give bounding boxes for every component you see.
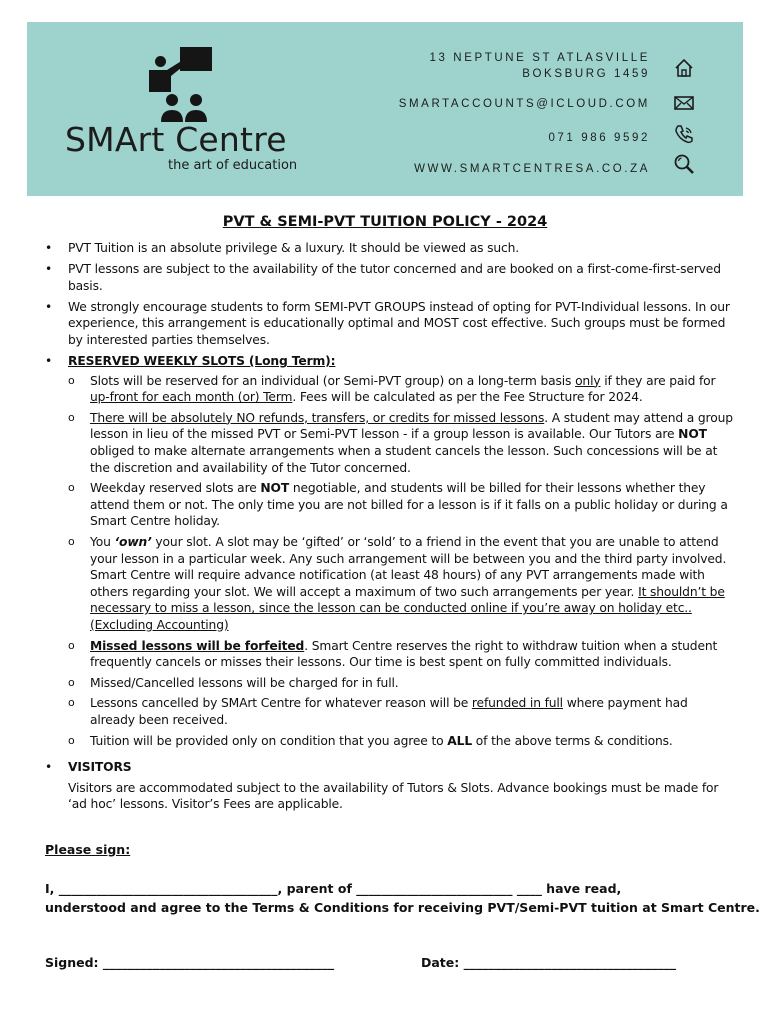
sub-list-item: o Missed lessons will be forfeited. Smart Centre reserves the right to withdraw tuition when a student frequently cancels or misses their lessons. Our time is best spent on fully committed individuals. [68,638,718,670]
date-line: Date: __________________________________ [421,955,677,970]
circle-bullet-icon: o [68,481,75,495]
consent-line-2: understood and agree to the Terms & Conditions for receiving PVT/Semi-PVT tuition at Smart Centre. [45,900,760,915]
list-item: • We strongly encourage students to form SEMI-PVT GROUPS instead of opting for PVT-Individual lessons. In our experience, this arrangement is educationally optimal and MOST cost effective. Such groups must be formed by interested parties themselves. [45,299,730,347]
phone-icon [673,123,695,145]
list-item-visitors [45,759,735,813]
address-line-2: BOKSBURG 1459 [522,68,650,80]
page-title: PVT & SEMI-PVT TUITION POLICY - 2024 [222,214,548,230]
policy-body [45,240,735,817]
letterhead [27,22,743,196]
website-text: WWW.SMARTCENTRESA.CO.ZA [414,163,650,175]
bullet-icon: • [45,354,53,369]
home-icon [673,57,695,79]
circle-bullet-icon: o [68,535,75,548]
logo-tagline: the art of education [168,158,298,173]
circle-bullet-icon: o [68,675,75,689]
circle-bullet-icon: o [68,696,75,710]
bullet-icon: • [45,760,53,775]
mail-icon [673,92,695,114]
circle-bullet-icon: o [68,638,75,652]
sub-list-item: o You ‘own’ your slot. A slot may be ‘gifted’ or ‘sold’ to a friend in the event that you are unable to attend your lesson in a particular week. Any such arrangement will be between you and the third party involved. Smart Centre will require advance notification (at least 48 hours) of any PVT arrangements made with others regarding your slot. We will accept a maximum of two such arrangements per year. It shouldn’t be necessary to miss a lesson, since the lesson can be conducted online if you’re away on holiday etc.. (Excluding Accounting) [68,535,727,632]
list-item: • PVT lessons are subject to the availability of the tutor concerned and are booked on a first-come-first-served basis. [45,262,721,293]
sub-list-item: o Lessons cancelled by SMArt Centre for whatever reason will be refunded in full where payment had already been received. [68,696,688,727]
circle-bullet-icon: o [68,373,75,387]
please-sign-label: Please sign: [45,842,131,857]
sub-list-item: o Tuition will be provided only on condition that you agree to ALL of the above terms & conditions. [68,733,673,748]
circle-bullet-icon: o [68,733,75,747]
section-heading: VISITORS [68,760,132,775]
bullet-icon: • [45,262,53,277]
address-line-1: 13 NEPTUNE ST ATLASVILLE [429,52,650,64]
logo-name: SMArt Centre [65,120,287,159]
consent-line-1: I, ___________________________________, parent of _________________________ ____ have read, [45,881,622,896]
list-item: • PVT Tuition is an absolute privilege & a luxury. It should be viewed as such. [45,241,520,255]
circle-bullet-icon: o [68,410,75,424]
bullet-icon: • [45,241,53,255]
sub-list-item: o Weekday reserved slots are NOT negotiable, and students will be billed for their lessons whether they attend them or not. The only time you are not billed for a lesson is if it falls on a public holiday or during a Smart Centre holiday. [68,481,728,529]
email-text: SMARTACCOUNTS@ICLOUD.COM [398,98,650,110]
list-item-reserved-slots [45,353,735,749]
sub-list-item: o Missed/Cancelled lessons will be charged for in full. [68,675,399,690]
section-heading: RESERVED WEEKLY SLOTS (Long Term): [68,354,336,369]
search-icon [673,153,695,175]
sub-list-item: o Slots will be reserved for an individual (or Semi-PVT group) on a long-term basis only if they are paid for up-front for each month (or) Term. Fees will be calculated as per the Fee Structure for 2024. [68,373,716,405]
visitors-text: Visitors are accommodated subject to the availability of Tutors & Slots. Advance bookings must be made for ‘ad hoc’ lessons. Visitor’s Fees are applicable. [68,780,719,812]
sub-list-item: o There will be absolutely NO refunds, transfers, or credits for missed lessons. A student may attend a group lesson in lieu of the missed PVT or Semi-PVT lesson - if a group lesson is available. Our Tutors are NOT obliged to make alternate arrangements when a student cancels the lesson. Such concessions will be at the discretion and availability of the Tutor concerned. [68,410,733,475]
bullet-icon: • [45,299,53,314]
phone-text: 071 986 9592 [548,132,650,144]
consent-statement [45,879,760,917]
signature-line: Signed: _____________________________________ [45,955,335,970]
